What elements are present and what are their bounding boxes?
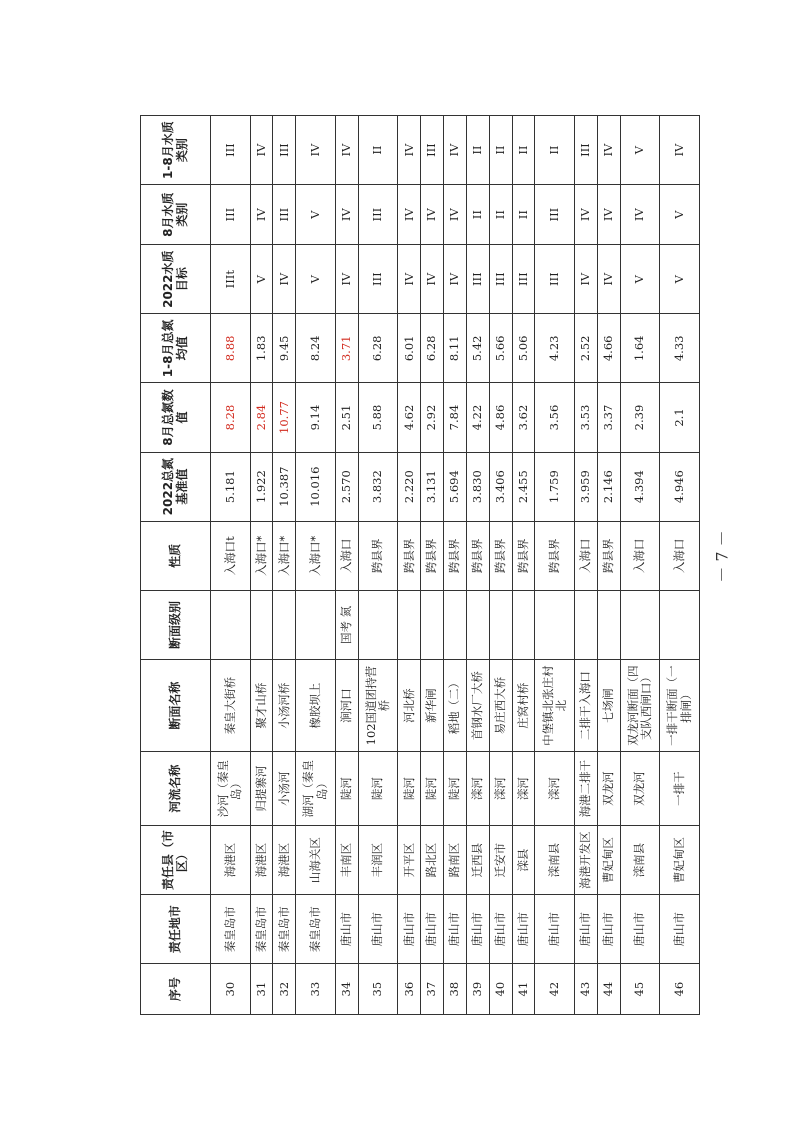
- table-row: [211, 116, 251, 1015]
- responsible-county: 开平区: [398, 825, 421, 894]
- section-name: 易庄西大桥: [489, 660, 512, 752]
- avg-quality-class: IV: [597, 116, 620, 185]
- section-level: [398, 590, 421, 659]
- column-header: 断面级别: [141, 590, 211, 659]
- section-nature: 入海口: [620, 521, 660, 590]
- river-name: 滦河: [512, 752, 535, 826]
- tn-baseline: 3.131: [421, 452, 444, 521]
- table-row: [597, 116, 620, 1015]
- aug-quality-class: IV: [597, 185, 620, 245]
- responsible-county: 曹妃甸区: [597, 825, 620, 894]
- avg-quality-class: III: [211, 116, 251, 185]
- section-level: [250, 590, 273, 659]
- section-name: 一排干断面（一排闸）: [660, 660, 700, 752]
- row-number: 30: [211, 964, 251, 1015]
- responsible-city: 唐山市: [466, 895, 489, 964]
- section-nature: 跨县界: [398, 521, 421, 590]
- row-number: 43: [575, 964, 598, 1015]
- responsible-county: 海港开发区: [575, 825, 598, 894]
- section-nature: 入海口*: [296, 521, 336, 590]
- responsible-county: 迁安市: [489, 825, 512, 894]
- aug-tn-value: 2.39: [620, 383, 660, 452]
- aug-tn-value: 3.62: [512, 383, 535, 452]
- avg-tn-value: 3.71: [335, 314, 358, 383]
- section-level: [660, 590, 700, 659]
- row-number: 31: [250, 964, 273, 1015]
- section-nature: 入海口: [575, 521, 598, 590]
- header-row: [141, 116, 211, 1015]
- section-nature: 跨县界: [512, 521, 535, 590]
- river-name: 小汤河: [273, 752, 296, 826]
- section-name: 二排干入海口: [575, 660, 598, 752]
- aug-tn-value: 2.1: [660, 383, 700, 452]
- aug-tn-value: 3.56: [535, 383, 575, 452]
- responsible-city: 秦皇岛市: [211, 895, 251, 964]
- responsible-county: 山海关区: [296, 825, 336, 894]
- column-header: 断面名称: [141, 660, 211, 752]
- aug-tn-value: 2.51: [335, 383, 358, 452]
- section-level: [489, 590, 512, 659]
- tn-baseline: 1.759: [535, 452, 575, 521]
- section-level: [597, 590, 620, 659]
- river-name: 滦河: [489, 752, 512, 826]
- avg-quality-class: II: [535, 116, 575, 185]
- row-number: 41: [512, 964, 535, 1015]
- avg-quality-class: IV: [296, 116, 336, 185]
- table-row: [620, 116, 660, 1015]
- responsible-city: 唐山市: [335, 895, 358, 964]
- table-row: [296, 116, 336, 1015]
- avg-quality-class: III: [421, 116, 444, 185]
- avg-tn-value: 4.23: [535, 314, 575, 383]
- row-number: 37: [421, 964, 444, 1015]
- avg-quality-class: IV: [335, 116, 358, 185]
- quality-target: V: [620, 245, 660, 314]
- aug-tn-value: 2.84: [250, 383, 273, 452]
- tn-baseline: 5.181: [211, 452, 251, 521]
- row-number: 32: [273, 964, 296, 1015]
- section-name: 秦皇大街桥: [211, 660, 251, 752]
- tn-baseline: 2.455: [512, 452, 535, 521]
- aug-quality-class: IV: [575, 185, 598, 245]
- aug-quality-class: IV: [421, 185, 444, 245]
- row-number: 45: [620, 964, 660, 1015]
- river-name: 双龙河: [620, 752, 660, 826]
- column-header: 2022总氮基准值: [141, 452, 211, 521]
- aug-quality-class: II: [466, 185, 489, 245]
- column-header: 1-8月水质类别: [141, 116, 211, 185]
- aug-tn-value: 4.62: [398, 383, 421, 452]
- section-level: [211, 590, 251, 659]
- river-name: 滦河: [466, 752, 489, 826]
- aug-quality-class: II: [512, 185, 535, 245]
- section-level: [466, 590, 489, 659]
- aug-quality-class: V: [296, 185, 336, 245]
- aug-quality-class: IV: [620, 185, 660, 245]
- responsible-city: 唐山市: [512, 895, 535, 964]
- tn-baseline: 3.959: [575, 452, 598, 521]
- tn-baseline: 1.922: [250, 452, 273, 521]
- row-number: 39: [466, 964, 489, 1015]
- avg-tn-value: 5.66: [489, 314, 512, 383]
- section-name: 首钢水厂大桥: [466, 660, 489, 752]
- section-nature: 入海口*: [273, 521, 296, 590]
- table-row: [421, 116, 444, 1015]
- section-nature: 跨县界: [466, 521, 489, 590]
- responsible-city: 唐山市: [421, 895, 444, 964]
- row-number: 40: [489, 964, 512, 1015]
- aug-quality-class: III: [358, 185, 398, 245]
- section-level: [575, 590, 598, 659]
- row-number: 34: [335, 964, 358, 1015]
- section-level: [512, 590, 535, 659]
- table-row: [535, 116, 575, 1015]
- column-header: 序号: [141, 964, 211, 1015]
- column-header: 责任县（市区）: [141, 825, 211, 894]
- tn-baseline: 2.220: [398, 452, 421, 521]
- avg-quality-class: II: [489, 116, 512, 185]
- aug-tn-value: 10.77: [273, 383, 296, 452]
- tn-baseline: 10.016: [296, 452, 336, 521]
- responsible-city: 唐山市: [620, 895, 660, 964]
- section-nature: 跨县界: [597, 521, 620, 590]
- avg-tn-value: 4.33: [660, 314, 700, 383]
- table-row: [250, 116, 273, 1015]
- river-name: 陡河: [398, 752, 421, 826]
- section-level: [296, 590, 336, 659]
- quality-target: IIIt: [211, 245, 251, 314]
- river-name: 归提寨河: [250, 752, 273, 826]
- responsible-city: 唐山市: [535, 895, 575, 964]
- tn-baseline: 3.832: [358, 452, 398, 521]
- table-body: [211, 116, 700, 1015]
- tn-baseline: 10.387: [273, 452, 296, 521]
- row-number: 35: [358, 964, 398, 1015]
- avg-tn-value: 1.83: [250, 314, 273, 383]
- table-row: [575, 116, 598, 1015]
- aug-tn-value: 4.22: [466, 383, 489, 452]
- responsible-county: 海港区: [211, 825, 251, 894]
- section-nature: 跨县界: [489, 521, 512, 590]
- section-level: 国考 氮: [335, 590, 358, 659]
- responsible-county: 丰润区: [358, 825, 398, 894]
- aug-tn-value: 5.88: [358, 383, 398, 452]
- quality-target: IV: [575, 245, 598, 314]
- aug-quality-class: II: [489, 185, 512, 245]
- river-name: 陡河: [358, 752, 398, 826]
- aug-tn-value: 4.86: [489, 383, 512, 452]
- responsible-county: 滦县: [512, 825, 535, 894]
- aug-quality-class: IV: [250, 185, 273, 245]
- tn-baseline: 3.406: [489, 452, 512, 521]
- responsible-city: 唐山市: [489, 895, 512, 964]
- tn-baseline: 2.146: [597, 452, 620, 521]
- responsible-city: 唐山市: [575, 895, 598, 964]
- responsible-county: 迁西县: [466, 825, 489, 894]
- tn-baseline: 4.946: [660, 452, 700, 521]
- column-header: 8月总氮数值: [141, 383, 211, 452]
- row-number: 36: [398, 964, 421, 1015]
- column-header: 性质: [141, 521, 211, 590]
- quality-target: III: [489, 245, 512, 314]
- section-nature: 跨县界: [535, 521, 575, 590]
- avg-tn-value: 2.52: [575, 314, 598, 383]
- quality-target: IV: [398, 245, 421, 314]
- avg-tn-value: 1.64: [620, 314, 660, 383]
- responsible-county: 路南区: [443, 825, 466, 894]
- avg-quality-class: IV: [660, 116, 700, 185]
- section-name: 稻地（二）: [443, 660, 466, 752]
- aug-tn-value: 9.14: [296, 383, 336, 452]
- quality-target: III: [466, 245, 489, 314]
- quality-target: III: [512, 245, 535, 314]
- table-row: [489, 116, 512, 1015]
- tn-baseline: 3.830: [466, 452, 489, 521]
- section-name: 双龙河断面（四支队西闸口）: [620, 660, 660, 752]
- table-row: [358, 116, 398, 1015]
- section-level: [358, 590, 398, 659]
- avg-quality-class: II: [512, 116, 535, 185]
- section-level: [535, 590, 575, 659]
- aug-quality-class: IV: [443, 185, 466, 245]
- rotated-table-wrapper: [140, 115, 700, 1015]
- river-name: 滦河: [535, 752, 575, 826]
- avg-quality-class: III: [575, 116, 598, 185]
- table-row: [335, 116, 358, 1015]
- responsible-city: 唐山市: [443, 895, 466, 964]
- column-header: 河流名称: [141, 752, 211, 826]
- section-level: [443, 590, 466, 659]
- quality-target: IV: [335, 245, 358, 314]
- avg-quality-class: II: [358, 116, 398, 185]
- table-row: [443, 116, 466, 1015]
- section-name: 新华闸: [421, 660, 444, 752]
- quality-target: IV: [597, 245, 620, 314]
- page-number: － 7 －: [712, 530, 732, 583]
- quality-target: V: [250, 245, 273, 314]
- table-row: [466, 116, 489, 1015]
- river-name: 双龙河: [597, 752, 620, 826]
- section-name: 河北桥: [398, 660, 421, 752]
- aug-tn-value: 8.28: [211, 383, 251, 452]
- avg-quality-class: IV: [250, 116, 273, 185]
- quality-target: III: [358, 245, 398, 314]
- aug-tn-value: 3.53: [575, 383, 598, 452]
- avg-tn-value: 9.45: [273, 314, 296, 383]
- avg-quality-class: II: [466, 116, 489, 185]
- responsible-city: 唐山市: [398, 895, 421, 964]
- responsible-county: 曹妃甸区: [660, 825, 700, 894]
- section-name: 涧河口: [335, 660, 358, 752]
- column-header: 8月水质类别: [141, 185, 211, 245]
- section-name: 中堡镇北张庄村北: [535, 660, 575, 752]
- column-header: 责任地市: [141, 895, 211, 964]
- responsible-city: 秦皇岛市: [273, 895, 296, 964]
- avg-tn-value: 8.88: [211, 314, 251, 383]
- quality-target: V: [660, 245, 700, 314]
- avg-tn-value: 5.42: [466, 314, 489, 383]
- responsible-county: 路北区: [421, 825, 444, 894]
- aug-quality-class: IV: [398, 185, 421, 245]
- quality-target: IV: [443, 245, 466, 314]
- section-level: [620, 590, 660, 659]
- avg-tn-value: 6.28: [421, 314, 444, 383]
- quality-target: V: [296, 245, 336, 314]
- row-number: 46: [660, 964, 700, 1015]
- river-name: 陡河: [421, 752, 444, 826]
- avg-tn-value: 8.11: [443, 314, 466, 383]
- column-header: 1-8月总氮均值: [141, 314, 211, 383]
- quality-target: IV: [421, 245, 444, 314]
- river-name: 湖河（秦皇岛）: [296, 752, 336, 826]
- tn-baseline: 4.394: [620, 452, 660, 521]
- section-name: 102国道团持营桥: [358, 660, 398, 752]
- responsible-county: 海港区: [250, 825, 273, 894]
- aug-quality-class: III: [535, 185, 575, 245]
- section-name: 庄窝村桥: [512, 660, 535, 752]
- responsible-city: 唐山市: [358, 895, 398, 964]
- responsible-county: 滦南县: [535, 825, 575, 894]
- responsible-county: 滦南县: [620, 825, 660, 894]
- avg-quality-class: IV: [398, 116, 421, 185]
- aug-tn-value: 2.92: [421, 383, 444, 452]
- aug-tn-value: 3.37: [597, 383, 620, 452]
- responsible-city: 唐山市: [597, 895, 620, 964]
- table-row: [660, 116, 700, 1015]
- section-name: 聚才山桥: [250, 660, 273, 752]
- section-nature: 入海口t: [211, 521, 251, 590]
- aug-tn-value: 7.84: [443, 383, 466, 452]
- responsible-county: 丰南区: [335, 825, 358, 894]
- aug-quality-class: IV: [335, 185, 358, 245]
- avg-tn-value: 4.66: [597, 314, 620, 383]
- section-level: [421, 590, 444, 659]
- responsible-county: 海港区: [273, 825, 296, 894]
- row-number: 42: [535, 964, 575, 1015]
- aug-quality-class: V: [660, 185, 700, 245]
- section-name: 橡胶坝上: [296, 660, 336, 752]
- section-nature: 跨县界: [421, 521, 444, 590]
- water-quality-table: [140, 115, 700, 1015]
- tn-baseline: 5.694: [443, 452, 466, 521]
- river-name: 海港二排干: [575, 752, 598, 826]
- avg-tn-value: 6.01: [398, 314, 421, 383]
- table-row: [398, 116, 421, 1015]
- aug-quality-class: III: [211, 185, 251, 245]
- row-number: 44: [597, 964, 620, 1015]
- section-name: 小汤河桥: [273, 660, 296, 752]
- section-nature: 入海口: [335, 521, 358, 590]
- river-name: 陡河: [443, 752, 466, 826]
- river-name: 一排干: [660, 752, 700, 826]
- quality-target: III: [535, 245, 575, 314]
- section-nature: 跨县界: [358, 521, 398, 590]
- row-number: 33: [296, 964, 336, 1015]
- row-number: 38: [443, 964, 466, 1015]
- table-row: [273, 116, 296, 1015]
- avg-quality-class: V: [620, 116, 660, 185]
- section-name: 七场闸: [597, 660, 620, 752]
- aug-quality-class: III: [273, 185, 296, 245]
- section-nature: 入海口: [660, 521, 700, 590]
- responsible-city: 秦皇岛市: [296, 895, 336, 964]
- section-nature: 跨县界: [443, 521, 466, 590]
- avg-quality-class: III: [273, 116, 296, 185]
- avg-tn-value: 8.24: [296, 314, 336, 383]
- avg-tn-value: 6.28: [358, 314, 398, 383]
- responsible-city: 秦皇岛市: [250, 895, 273, 964]
- avg-quality-class: IV: [443, 116, 466, 185]
- river-name: 陡河: [335, 752, 358, 826]
- section-level: [273, 590, 296, 659]
- river-name: 沙河（秦皇岛）: [211, 752, 251, 826]
- column-header: 2022水质目标: [141, 245, 211, 314]
- table-row: [512, 116, 535, 1015]
- avg-tn-value: 5.06: [512, 314, 535, 383]
- tn-baseline: 2.570: [335, 452, 358, 521]
- section-nature: 入海口*: [250, 521, 273, 590]
- responsible-city: 唐山市: [660, 895, 700, 964]
- quality-target: IV: [273, 245, 296, 314]
